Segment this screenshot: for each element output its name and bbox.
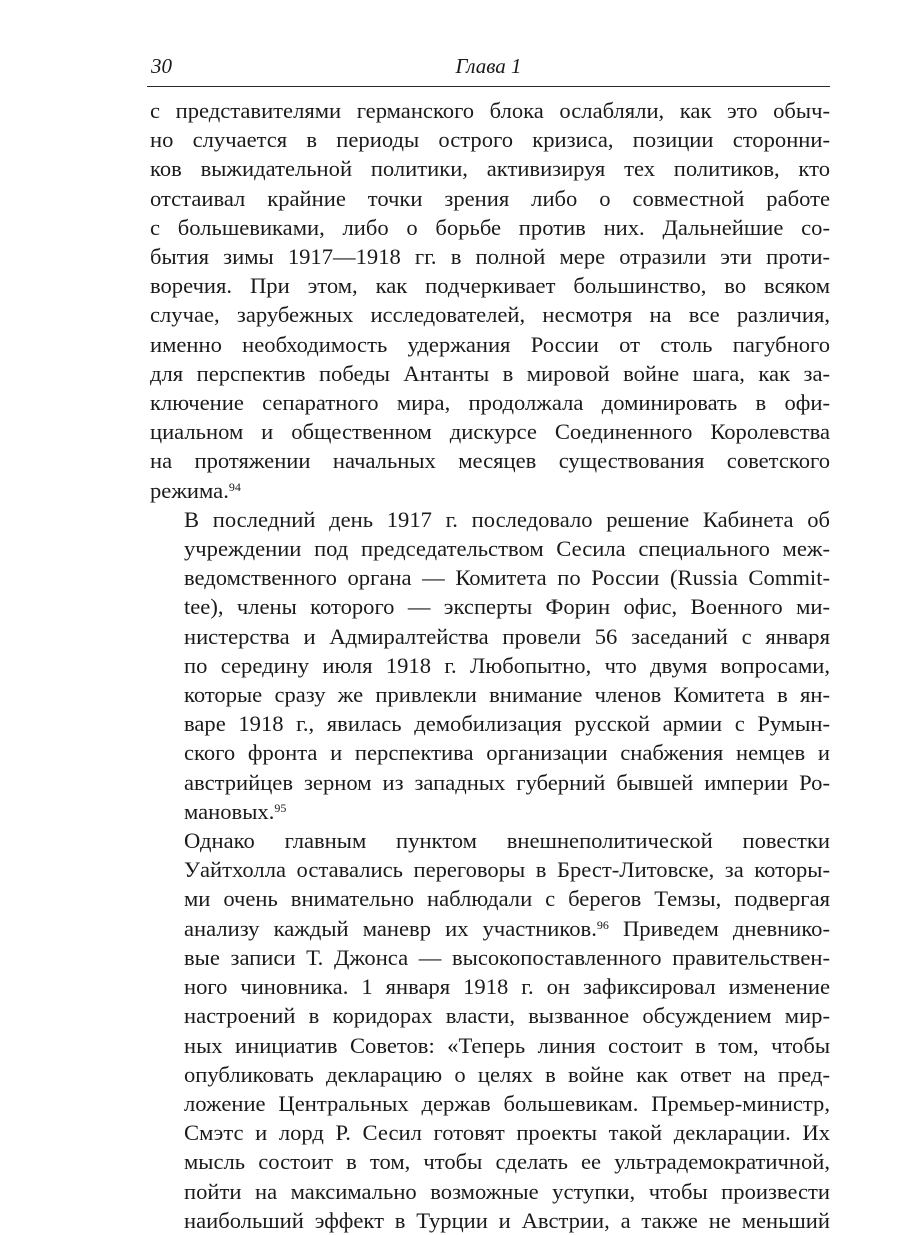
text-line: ков выжидательной политики, активизируя тех политиков, кто [150, 156, 830, 182]
text-line: с большевиками, либо о борьбе против них. Дальнейшие со- [150, 214, 830, 240]
text-line: для перспектив победы Антанты в мировой войне шага, как за- [150, 360, 830, 386]
text-line: ложение Центральных держав большевикам. Премьер-министр, [184, 1090, 830, 1116]
text-line [150, 797, 830, 826]
line-text: режима. [150, 477, 229, 503]
text-line: опубликовать декларацию о целях в войне как ответ на пред- [184, 1061, 830, 1087]
text-line: tee), члены которого — эксперты Форин офис, Военного ми- [184, 594, 830, 620]
running-header [147, 52, 830, 87]
text-line: но случается в периоды острого кризиса, позиции сторонни- [150, 127, 830, 153]
text-line: Уайтхолла оставались переговоры в Брест-Литовске, за которы- [184, 857, 830, 883]
text-line: на протяжении начальных месяцев существования советского [150, 448, 830, 474]
text-line [150, 476, 830, 505]
text-line: с представителями германского блока ослабляли, как это обыч- [150, 98, 830, 123]
text-line: варе 1918 г., явилась демобилизация русской армии с Румын- [184, 711, 830, 737]
text-line: В последний день 1917 г. последовало решение Кабинета об [184, 506, 830, 532]
text-line: мысль состоит в том, чтобы сделать ее ультрадемократичной, [184, 1149, 830, 1175]
text-line: воречия. При этом, как подчеркивает большинство, во всяком [150, 273, 830, 299]
text-line: учреждении под председательством Сесила специального меж- [184, 536, 830, 562]
text-line: Смэтс и лорд Р. Сесил готовят проекты такой декларации. Их [184, 1120, 830, 1146]
paragraph-2 [150, 505, 830, 826]
text-line: вые записи Т. Джонса — высокопоставленного правительствен- [184, 944, 830, 970]
text-line: нистерства и Адмиралтейства провели 56 заседаний с января [184, 623, 830, 649]
text-line: циальном и общественном дискурсе Соединенного Королевства [150, 419, 830, 445]
line-text: Приведем дневнико- [608, 915, 830, 941]
line-text: анализу каждый маневр их участников. [184, 915, 597, 941]
text-line: пойти на максимально возможные уступки, чтобы произвести [184, 1178, 830, 1204]
footnote-ref-96: 96 [596, 917, 609, 932]
text-line: ключение сепаратного мира, продолжала доминировать в офи- [150, 390, 830, 416]
text-line: именно необходимость удержания России от столь пагубного [150, 331, 830, 357]
paragraph-1 [150, 96, 830, 505]
text-line: ского фронта и перспектива организации снабжения немцев и [184, 740, 830, 766]
text-line: Однако главным пунктом внешнеполитической повестки [184, 828, 830, 854]
body-text [150, 96, 830, 1235]
text-line: отстаивал крайние точки зрения либо о совместной работе [150, 185, 830, 211]
line-text: мановых. [184, 798, 275, 824]
chapter-title: Глава 1 [455, 54, 522, 78]
text-line: бытия зимы 1917—1918 гг. в полной мере отразили эти проти- [150, 244, 830, 270]
text-line: австрийцев зерном из западных губерний бывшей империи Ро- [184, 769, 830, 795]
paragraph-3 [150, 826, 830, 1235]
footnote-ref-95: 95 [274, 800, 287, 815]
text-line: настроений в коридорах власти, вызванное обсуждением мир- [184, 1003, 830, 1029]
footnote-ref-94: 94 [228, 479, 241, 494]
text-line [150, 914, 830, 943]
text-line: ми очень внимательно наблюдали с берегов Темзы, подвергая [184, 886, 830, 912]
text-line: ных инициатив Советов: «Теперь линия состоит в том, чтобы [184, 1032, 830, 1058]
text-line: наибольший эффект в Турции и Австрии, а также не меньший [184, 1207, 830, 1233]
text-line: которые сразу же привлекли внимание членов Комитета в ян- [184, 682, 830, 708]
text-line: случае, зарубежных исследователей, несмотря на все различия, [150, 302, 830, 328]
text-line: ного чиновника. 1 января 1918 г. он зафиксировал изменение [184, 974, 830, 1000]
page-number: 30 [151, 54, 172, 78]
text-line: ведомственного органа — Комитета по России (Russia Commit- [184, 565, 830, 591]
text-line: по середину июля 1918 г. Любопытно, что двумя вопросами, [184, 652, 830, 678]
